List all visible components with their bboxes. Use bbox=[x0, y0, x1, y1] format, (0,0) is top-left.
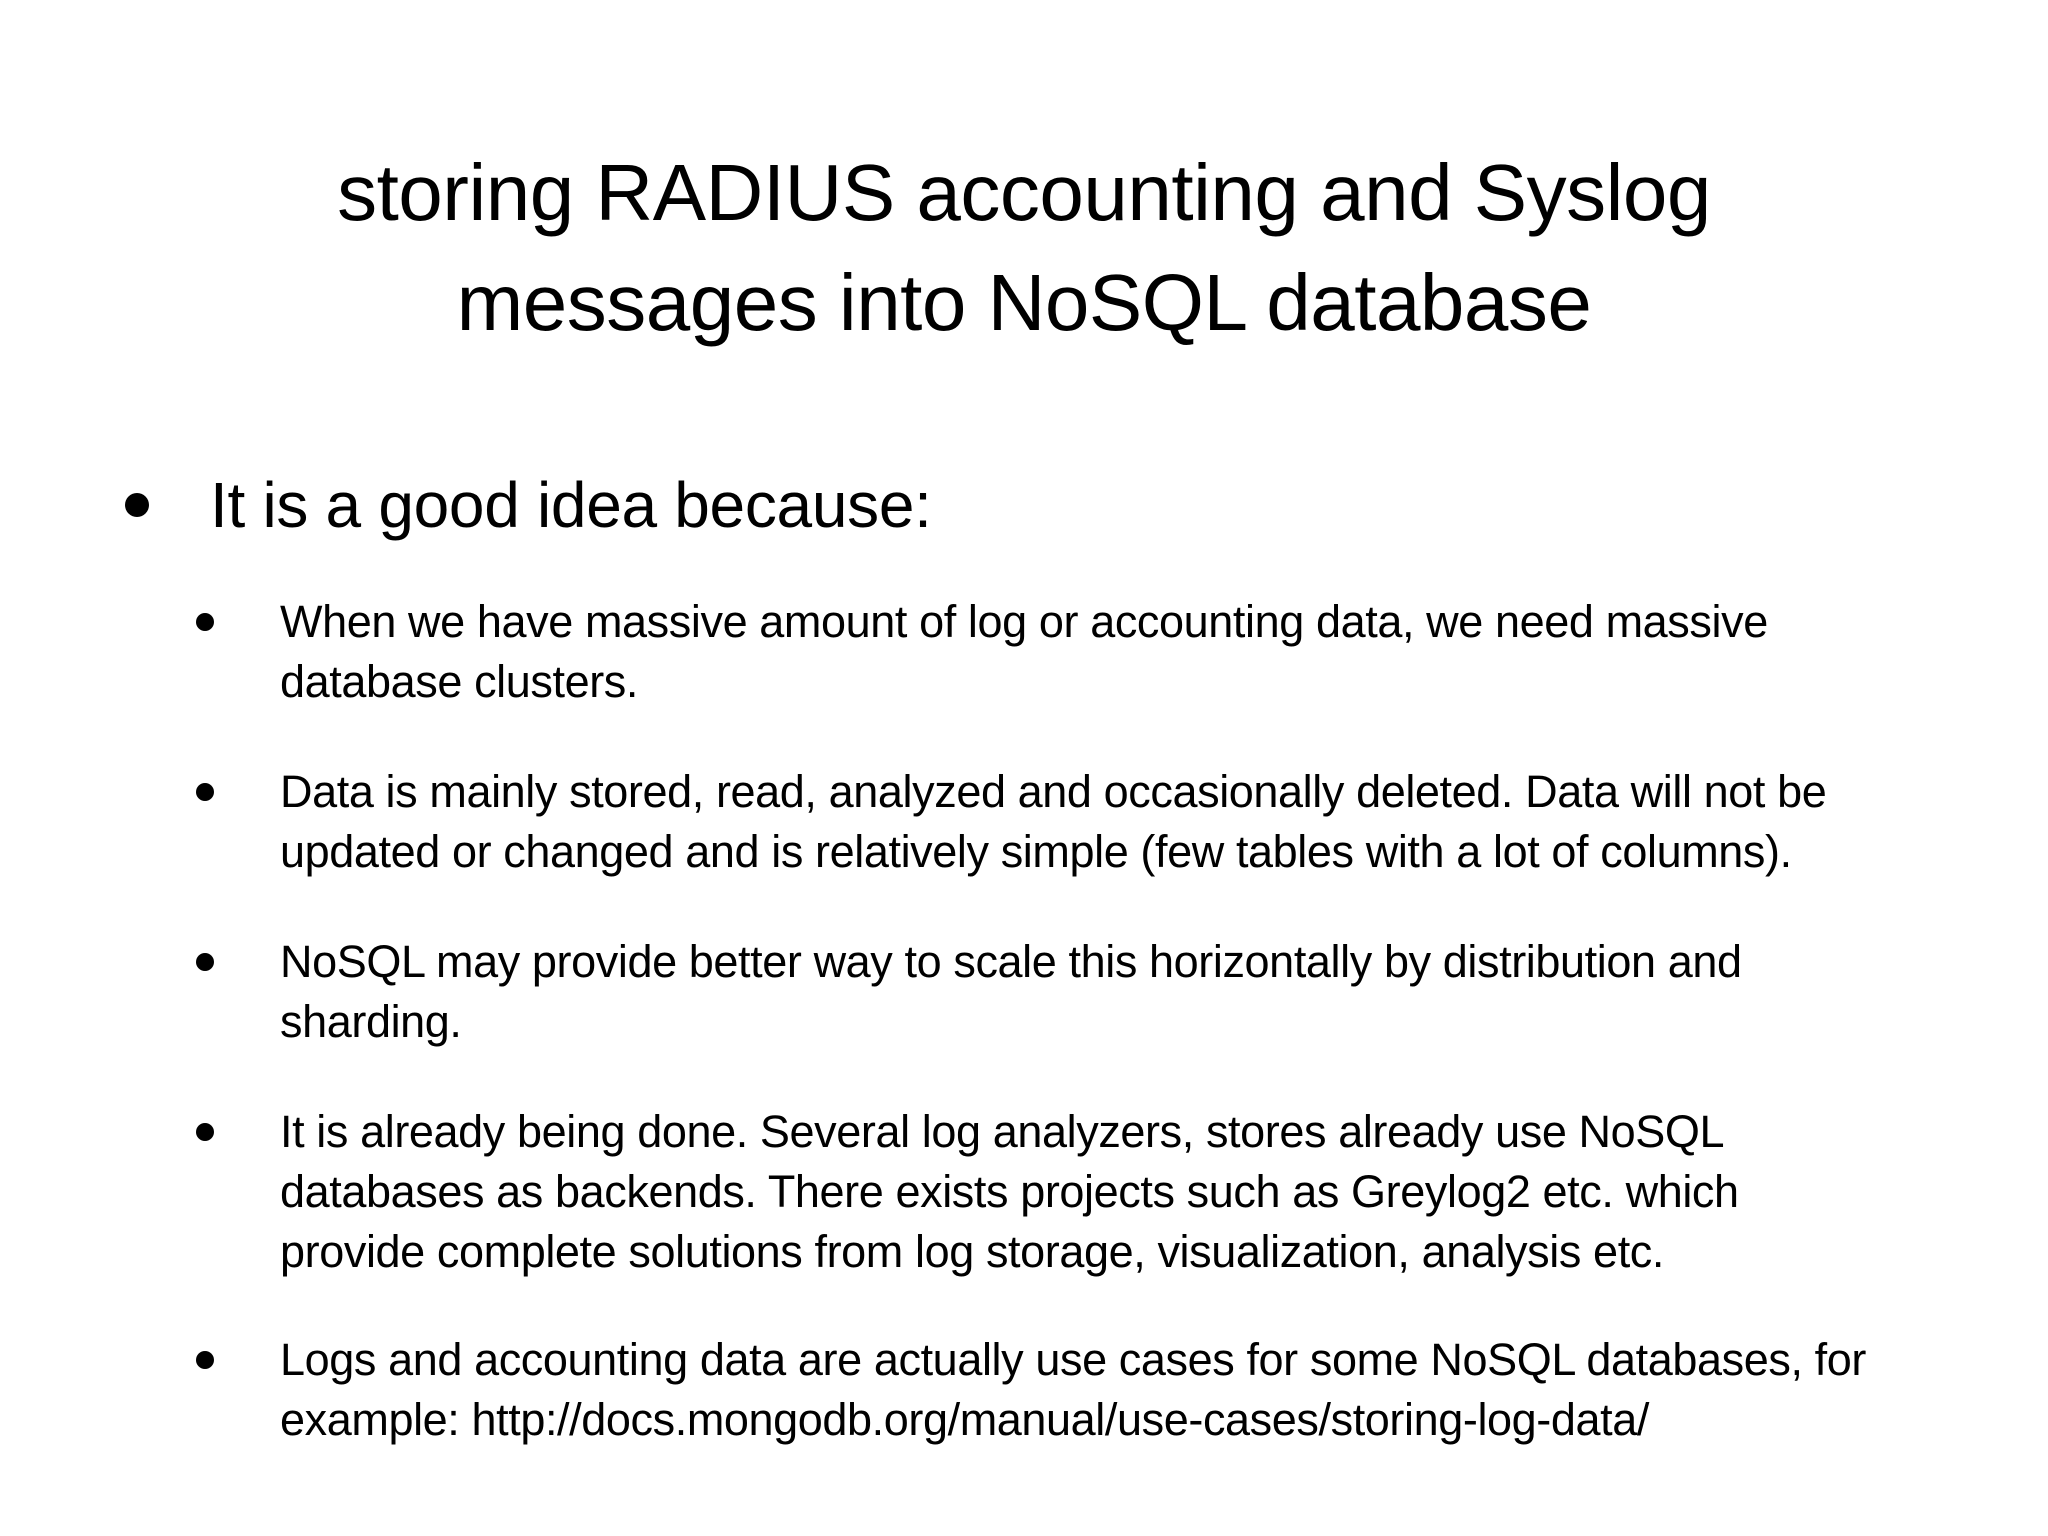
sub-bullet-line: Logs and accounting data are actually use cases for some NoSQL databases, for bbox=[280, 1334, 1866, 1385]
sub-bullet-line: updated or changed and is relatively simple (few tables with a lot of columns). bbox=[280, 826, 1792, 877]
sub-bullet-text bbox=[280, 1330, 1980, 1450]
sub-bullet-text bbox=[280, 762, 1980, 882]
sub-bullet-line: sharding. bbox=[280, 996, 462, 1047]
bullet-dot-icon bbox=[196, 953, 214, 971]
bullet-dot-icon bbox=[196, 613, 214, 631]
bullet-dot-icon bbox=[196, 783, 214, 801]
bullet-dot-icon bbox=[196, 1351, 214, 1369]
sub-bullet-text bbox=[280, 592, 1980, 712]
sub-bullet-line: NoSQL may provide better way to scale this horizontally by distribution and bbox=[280, 936, 1742, 987]
sub-bullet-text bbox=[280, 932, 1980, 1052]
main-bullet-text: It is a good idea because: bbox=[210, 469, 932, 541]
sub-bullet-line: When we have massive amount of log or accounting data, we need massive bbox=[280, 596, 1768, 647]
bullet-dot-icon bbox=[196, 1123, 214, 1141]
slide-title-line-2: messages into NoSQL database bbox=[456, 258, 1592, 347]
sub-bullet-line: Data is mainly stored, read, analyzed and occasionally deleted. Data will not be bbox=[280, 766, 1827, 817]
sub-bullet-line: database clusters. bbox=[280, 656, 639, 707]
sub-bullet-line: It is already being done. Several log analyzers, stores already use NoSQL bbox=[280, 1106, 1725, 1157]
sub-bullet-line: databases as backends. There exists projects such as Greylog2 etc. which bbox=[280, 1166, 1739, 1217]
sub-bullet-text bbox=[280, 1102, 1980, 1282]
sub-bullet-line: provide complete solutions from log storage, visualization, analysis etc. bbox=[280, 1226, 1664, 1277]
sub-bullet-line: example: http://docs.mongodb.org/manual/use-cases/storing-log-data/ bbox=[280, 1394, 1649, 1445]
slide-title-line-1: storing RADIUS accounting and Syslog bbox=[337, 148, 1711, 237]
